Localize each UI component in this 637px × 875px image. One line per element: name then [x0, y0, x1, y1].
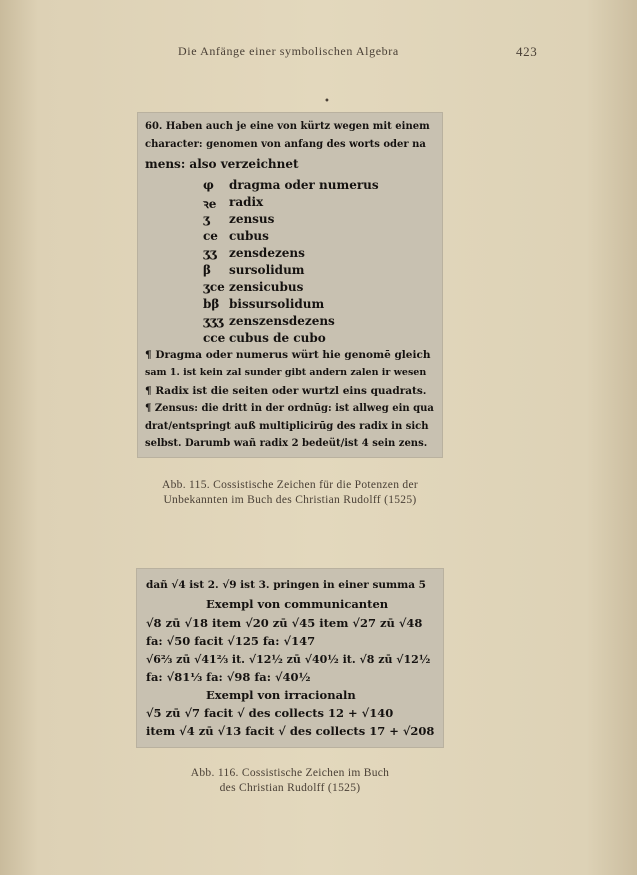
page-number: 423: [516, 44, 538, 59]
figure-115-caption: Abb. 115. Cossistische Zeichen für die Potenzen der Unbekannten im Buch des Christian Rudolff (1525): [162, 479, 418, 506]
power-term: zensus: [229, 212, 275, 226]
power-term: radix: [229, 195, 264, 209]
example-heading: Exempl von communicanten: [206, 597, 389, 611]
figure-116-caption: [150, 766, 430, 796]
example-line: fa: √50 facit √125 fa: √147: [146, 634, 316, 648]
outro-line: ¶ Dragma oder numerus würt hie genomē gleich: [145, 349, 431, 361]
power-term: zenszensdezens: [229, 314, 335, 328]
print-dot: •: [324, 96, 330, 107]
outro-line: sam 1. ist kein zal sunder gibt andern zalen ir wesen: [145, 367, 427, 378]
power-term: dragma oder numerus: [229, 178, 379, 192]
figure-116-plate: [136, 568, 444, 748]
outro-line: drat/entspringt auß multiplicirūg des radix in sich: [145, 421, 429, 432]
outro-line: ¶ Zensus: die dritt in der ordnūg: ist allweg ein qua: [145, 403, 434, 414]
example-line: fa: √81⅓ fa: √98 fa: √40½: [146, 670, 311, 684]
intro-line: mens: also verzeichnet: [145, 157, 299, 171]
caption-line: des Christian Rudolff (1525): [219, 782, 361, 794]
power-symbol: ʒ: [203, 212, 210, 226]
running-title: Die Anfänge einer symbolischen Algebra: [178, 44, 399, 58]
example-line: item √4 zū √13 facit √ des collects 17 + √208: [146, 724, 435, 738]
power-symbol: ʒʒ: [203, 246, 217, 260]
example-heading: Exempl von irracionaln: [206, 688, 356, 702]
power-term: zensicubus: [229, 280, 304, 294]
outro-line: ¶ Radix ist die seiten oder wurtzl eins quadrats.: [145, 385, 427, 397]
example-line: √5 zū √7 facit √ des collects 12 + √140: [146, 706, 394, 720]
power-symbol: β: [203, 263, 211, 277]
figure-115-plate: [137, 112, 443, 458]
power-symbol: ʒʒʒ: [203, 314, 224, 328]
power-symbol: ʒce: [203, 280, 225, 294]
outro-line: selbst. Darumb wañ radix 2 bedeüt/ist 4 sein zens.: [145, 438, 428, 449]
power-symbol: φ: [203, 178, 214, 192]
example-line: dañ √4 ist 2. √9 ist 3. pringen in einer summa 5: [146, 579, 426, 591]
intro-line: 60. Haben auch je eine von kürtz wegen mit einem: [145, 121, 430, 132]
power-term: zensdezens: [229, 246, 305, 260]
power-term: bissursolidum: [229, 297, 325, 311]
power-term: cubus de cubo: [229, 331, 326, 345]
running-header: [0, 44, 637, 64]
power-term: cubus: [229, 229, 269, 243]
intro-line: character: genomen von anfang des worts oder na: [145, 139, 426, 150]
caption-line: Abb. 116. Cossistische Zeichen im Buch: [190, 767, 390, 779]
example-line: √8 zū √18 item √20 zū √45 item √27 zū √48: [146, 616, 423, 630]
power-symbol: cce: [203, 331, 226, 345]
power-symbol: ce: [203, 229, 218, 243]
power-symbol: ꝛe: [203, 197, 217, 211]
power-term: sursolidum: [229, 263, 305, 277]
example-line: √6⅔ zū √41⅔ it. √12½ zū √40½ it. √8 zū √12½: [146, 653, 431, 666]
power-symbol: bβ: [203, 297, 220, 311]
